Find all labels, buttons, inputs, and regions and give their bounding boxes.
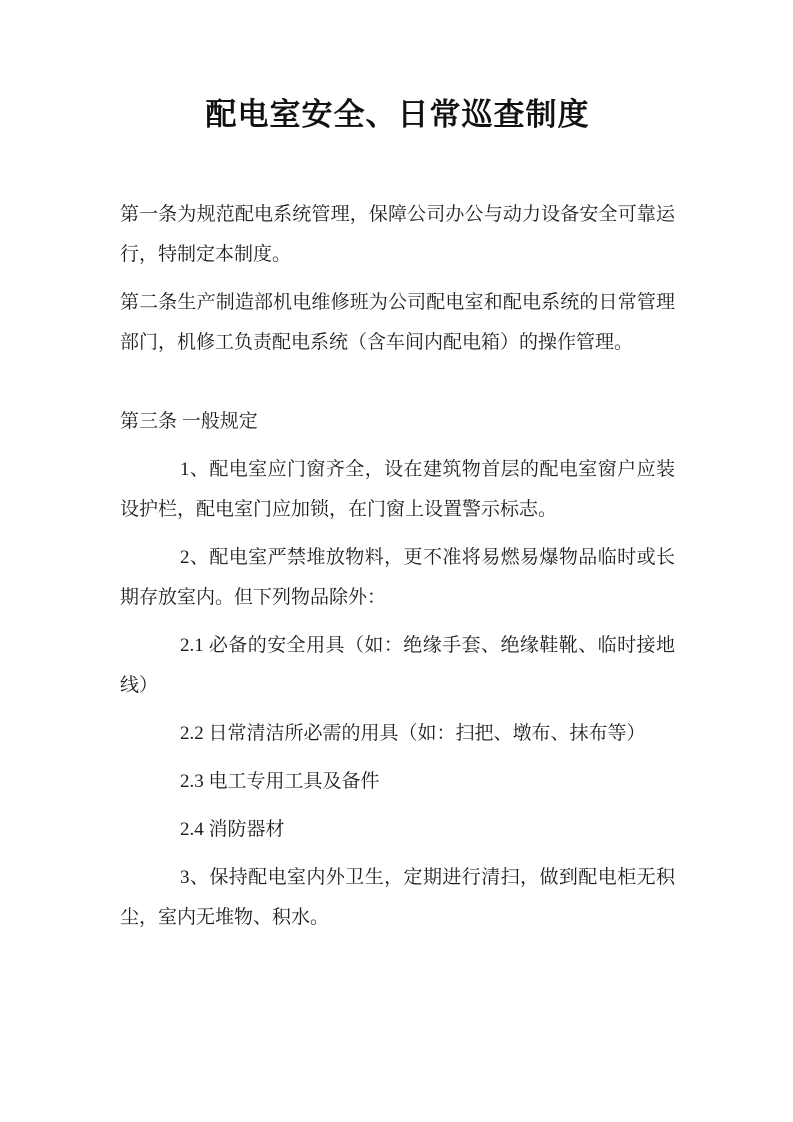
list-item-1: 1、配电室应门窗齐全，设在建筑物首层的配电室窗户应装设护栏，配电室门应加锁，在门窗上设置警示标志。 xyxy=(120,459,675,520)
list-item-2-1: 2.1 必备的安全用具（如：绝缘手套、绝缘鞋靴、临时接地线） xyxy=(120,635,675,696)
section-heading-article-3: 第三条 一般规定 xyxy=(120,411,258,432)
list-item-2-4: 2.4 消防器材 xyxy=(180,819,285,840)
list-item-2-2: 2.2 日常清洁所必需的用具（如：扫把、墩布、抹布等） xyxy=(180,723,646,744)
list-item-2: 2、配电室严禁堆放物料，更不准将易燃易爆物品临时或长期存放室内。但下列物品除外： xyxy=(120,547,675,608)
paragraph-article-1: 第一条为规范配电系统管理，保障公司办公与动力设备安全可靠运行，特制定本制度。 xyxy=(120,204,675,265)
paragraph-article-2: 第二条生产制造部机电维修班为公司配电室和配电系统的日常管理部门，机修工负责配电系统（含车间内配电箱）的操作管理。 xyxy=(120,292,675,353)
list-item-2-3: 2.3 电工专用工具及备件 xyxy=(180,771,380,792)
list-item-3: 3、保持配电室内外卫生，定期进行清扫，做到配电柜无积尘，室内无堆物、积水。 xyxy=(120,867,675,928)
document-title: 配电室安全、日常巡查制度 xyxy=(205,97,590,132)
